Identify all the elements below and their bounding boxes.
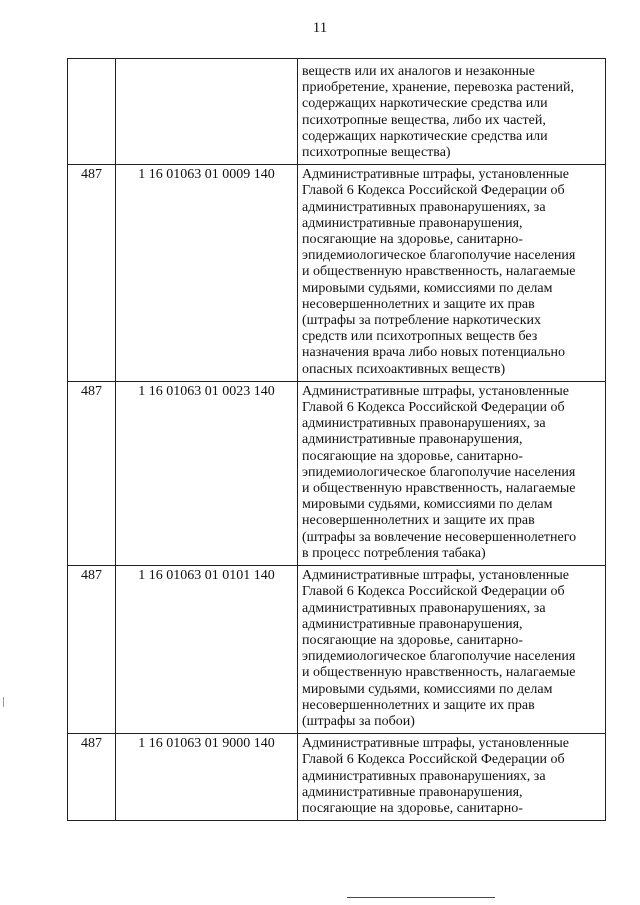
description-cell <box>298 59 606 165</box>
description-line: посягающие на здоровье, санитарно- <box>302 448 523 464</box>
admin-code-cell: 487 <box>68 381 116 565</box>
description-line: и общественную нравственность, налагаемые <box>302 264 576 280</box>
description-line: административные правонарушения, <box>302 215 523 231</box>
description-line: эпидемиологическое благополучие населения <box>302 649 576 665</box>
description-line: приобретение, хранение, перевозка растений, <box>302 80 574 96</box>
description-line: эпидемиологическое благополучие населения <box>302 248 576 264</box>
description-line: административных правонарушениях, за <box>302 600 546 616</box>
kbk-cell <box>116 59 298 165</box>
description-line: административных правонарушениях, за <box>302 768 546 784</box>
description-line: эпидемиологическое благополучие населения <box>302 464 576 480</box>
description-line: содержащих наркотические средства или <box>302 96 548 112</box>
page-number: 11 <box>312 20 328 36</box>
description-line: посягающие на здоровье, санитарно- <box>302 632 523 648</box>
description-line: Главой 6 Кодекса Российской Федерации об <box>302 752 565 768</box>
description-line: мировыми судьями, комиссиями по делам <box>302 280 553 296</box>
kbk-cell: 1 16 01063 01 0101 140 <box>116 566 298 734</box>
budget-classification-table <box>67 58 606 821</box>
description-line: несовершеннолетних и защите их прав <box>302 513 535 529</box>
description-cell <box>298 165 606 382</box>
description-line: (штрафы за потребление наркотических <box>302 313 541 329</box>
footer-rule <box>347 897 495 898</box>
description-line: административные правонарушения, <box>302 784 523 800</box>
description-line: средств или психотропных веществ без <box>302 329 538 345</box>
description-line: веществ или их аналогов и незаконные <box>302 64 535 79</box>
kbk-cell: 1 16 01063 01 0009 140 <box>116 165 298 382</box>
description-cell <box>298 734 606 821</box>
kbk-cell: 1 16 01063 01 0023 140 <box>116 381 298 565</box>
admin-code-cell: 487 <box>68 734 116 821</box>
description-line: (штрафы за побои) <box>302 713 415 729</box>
description-line: административных правонарушениях, за <box>302 199 546 215</box>
admin-code-cell: 487 <box>68 165 116 382</box>
description-line: Главой 6 Кодекса Российской Федерации об <box>302 400 565 416</box>
description-line: и общественную нравственность, налагаемые <box>302 665 576 681</box>
description-line: Главой 6 Кодекса Российской Федерации об <box>302 584 565 600</box>
scan-margin-mark <box>3 697 4 707</box>
table-row <box>68 566 606 734</box>
description-line: мировыми судьями, комиссиями по делам <box>302 497 553 513</box>
description-line: Главой 6 Кодекса Российской Федерации об <box>302 183 565 199</box>
description-line: административные правонарушения, <box>302 432 523 448</box>
admin-code-cell <box>68 59 116 165</box>
description-line: посягающие на здоровье, санитарно- <box>302 800 523 816</box>
table-row <box>68 165 606 382</box>
description-line: посягающие на здоровье, санитарно- <box>302 232 523 248</box>
table-row <box>68 381 606 565</box>
description-line: административных правонарушениях, за <box>302 416 546 432</box>
description-line: Административные штрафы, установленные <box>302 167 569 183</box>
description-line: административные правонарушения, <box>302 616 523 632</box>
description-line: и общественную нравственность, налагаемые <box>302 481 576 497</box>
description-line: несовершеннолетних и защите их прав <box>302 697 535 713</box>
description-cell <box>298 381 606 565</box>
table-row <box>68 734 606 821</box>
description-line: несовершеннолетних и защите их прав <box>302 296 535 312</box>
kbk-cell: 1 16 01063 01 9000 140 <box>116 734 298 821</box>
description-line: в процесс потребления табака) <box>302 545 486 561</box>
description-line: мировыми судьями, комиссиями по делам <box>302 681 553 697</box>
description-line: психотропные вещества) <box>302 145 451 161</box>
table-row <box>68 59 606 165</box>
description-line: психотропные вещества, либо их частей, <box>302 112 546 128</box>
description-line: содержащих наркотические средства или <box>302 128 548 144</box>
description-line: назначения врача либо новых потенциально <box>302 345 566 361</box>
description-line: Административные штрафы, установленные <box>302 736 569 752</box>
description-line: опасных психоактивных веществ) <box>302 361 506 377</box>
description-line: (штрафы за вовлечение несовершеннолетнего <box>302 529 577 545</box>
description-line: Административные штрафы, установленные <box>302 568 569 584</box>
description-cell <box>298 566 606 734</box>
description-line: Административные штрафы, установленные <box>302 383 569 399</box>
admin-code-cell: 487 <box>68 566 116 734</box>
